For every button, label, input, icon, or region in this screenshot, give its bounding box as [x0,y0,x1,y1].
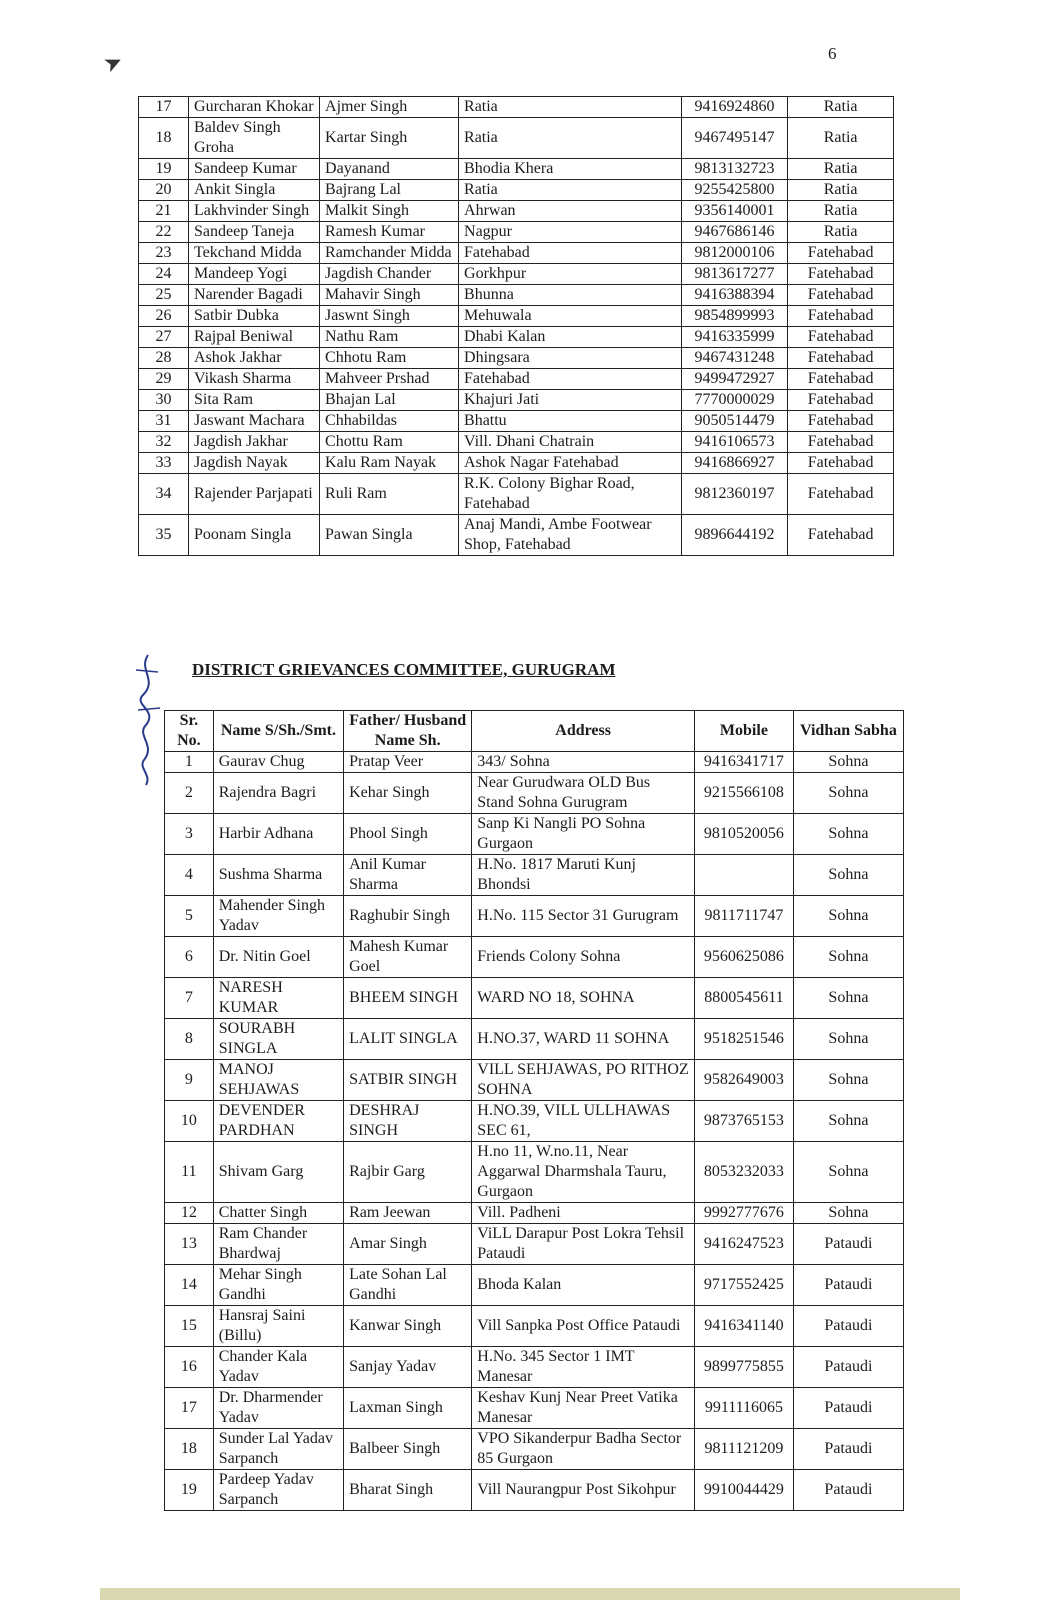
table-row [139,243,894,264]
serial-number-cell: 15 [165,1306,214,1347]
table-row [139,327,894,348]
address-cell: Near Gurudwara OLD Bus Stand Sohna Gurugram [472,773,695,814]
address-cell: Bhunna [459,285,682,306]
serial-number-cell: 29 [139,369,189,390]
address-cell: H.NO.39, VILL ULLHAWAS SEC 61, [472,1101,695,1142]
constituency-cell: Fatehabad [788,411,894,432]
member-name-cell: Harbir Adhana [213,814,343,855]
constituency-cell: Pataudi [793,1306,903,1347]
mobile-number-cell: 9854899993 [681,306,787,327]
serial-number-cell: 28 [139,348,189,369]
mobile-number-cell: 9518251546 [695,1019,794,1060]
section-heading: DISTRICT GRIEVANCES COMMITTEE, GURUGRAM [192,660,616,679]
father-name-cell: Ajmer Singh [320,97,459,118]
address-cell: Fatehabad [459,243,682,264]
member-name-cell: DEVENDER PARDHAN [213,1101,343,1142]
constituency-cell: Fatehabad [788,243,894,264]
constituency-cell: Sohna [793,855,903,896]
constituency-cell: Pataudi [793,1224,903,1265]
constituency-cell: Fatehabad [788,306,894,327]
mobile-number-cell: 9416388394 [681,285,787,306]
address-cell: VPO Sikanderpur Badha Sector 85 Gurgaon [472,1429,695,1470]
father-name-cell: Ruli Ram [320,474,459,515]
father-name-cell: DESHRAJ SINGH [344,1101,472,1142]
serial-number-cell: 31 [139,411,189,432]
serial-number-cell: 8 [165,1019,214,1060]
address-cell: Khajuri Jati [459,390,682,411]
member-name-cell: Chander Kala Yadav [213,1347,343,1388]
serial-number-cell: 3 [165,814,214,855]
table-row [165,1470,904,1511]
serial-number-cell: 23 [139,243,189,264]
table-row [139,432,894,453]
page-number: 6 [828,44,837,63]
member-name-cell: Dr. Dharmender Yadav [213,1388,343,1429]
father-name-cell: Pawan Singla [320,515,459,556]
mobile-number-cell: 9215566108 [695,773,794,814]
mobile-number-cell: 9911116065 [695,1388,794,1429]
serial-number-cell: 25 [139,285,189,306]
table-row [139,264,894,285]
constituency-cell: Sohna [793,1142,903,1203]
constituency-cell: Fatehabad [788,453,894,474]
table-row [165,814,904,855]
serial-number-cell: 6 [165,937,214,978]
table-row [139,369,894,390]
constituency-cell: Sohna [793,773,903,814]
constituency-cell: Sohna [793,752,903,773]
address-cell: H.no 11, W.no.11, Near Aggarwal Dharmshala Tauru, Gurgaon [472,1142,695,1203]
mobile-number-cell: 9255425800 [681,180,787,201]
table-row [165,1224,904,1265]
table-row [139,159,894,180]
address-cell: Bhodia Khera [459,159,682,180]
table-header-row [165,711,904,752]
mobile-number-cell: 8053232033 [695,1142,794,1203]
table-row [139,201,894,222]
mobile-number-cell: 9717552425 [695,1265,794,1306]
father-name-cell: Mahveer Prshad [320,369,459,390]
address-cell: WARD NO 18, SOHNA [472,978,695,1019]
column-header-father-name: Father/ Husband Name Sh. [344,711,472,752]
table-row [165,1060,904,1101]
constituency-cell: Ratia [788,222,894,243]
father-name-cell: Kehar Singh [344,773,472,814]
member-name-cell: Pardeep Yadav Sarpanch [213,1470,343,1511]
serial-number-cell: 19 [165,1470,214,1511]
mobile-number-cell: 9811121209 [695,1429,794,1470]
mobile-number-cell: 9416924860 [681,97,787,118]
address-cell: Dhabi Kalan [459,327,682,348]
father-name-cell: Raghubir Singh [344,896,472,937]
address-cell: 343/ Sohna [472,752,695,773]
table-row [165,896,904,937]
mobile-number-cell: 9873765153 [695,1101,794,1142]
member-name-cell: Satbir Dubka [189,306,320,327]
table-row [139,306,894,327]
address-cell: Vill Sanpka Post Office Pataudi [472,1306,695,1347]
father-name-cell: Late Sohan Lal Gandhi [344,1265,472,1306]
serial-number-cell: 30 [139,390,189,411]
constituency-cell: Fatehabad [788,432,894,453]
member-name-cell: Hansraj Saini (Billu) [213,1306,343,1347]
constituency-cell: Fatehabad [788,348,894,369]
constituency-cell: Sohna [793,814,903,855]
father-name-cell: Chhotu Ram [320,348,459,369]
member-name-cell: Sita Ram [189,390,320,411]
table-row [139,180,894,201]
mobile-number-cell: 9499472927 [681,369,787,390]
member-name-cell: Jagdish Jakhar [189,432,320,453]
serial-number-cell: 4 [165,855,214,896]
serial-number-cell: 10 [165,1101,214,1142]
table-row [139,97,894,118]
mobile-number-cell: 9899775855 [695,1347,794,1388]
mobile-number-cell: 9992777676 [695,1203,794,1224]
father-name-cell: Nathu Ram [320,327,459,348]
member-name-cell: Mehar Singh Gandhi [213,1265,343,1306]
member-name-cell: Narender Bagadi [189,285,320,306]
address-cell: Ratia [459,180,682,201]
address-cell: H.NO.37, WARD 11 SOHNA [472,1019,695,1060]
member-name-cell: Ram Chander Bhardwaj [213,1224,343,1265]
member-name-cell: Lakhvinder Singh [189,201,320,222]
serial-number-cell: 2 [165,773,214,814]
constituency-cell: Pataudi [793,1265,903,1306]
member-name-cell: Jagdish Nayak [189,453,320,474]
member-name-cell: Jaswant Machara [189,411,320,432]
mobile-number-cell: 8800545611 [695,978,794,1019]
father-name-cell: Chottu Ram [320,432,459,453]
serial-number-cell: 17 [165,1388,214,1429]
table-row [165,1429,904,1470]
father-name-cell: Bharat Singh [344,1470,472,1511]
table-row [165,1019,904,1060]
table-row [165,1101,904,1142]
father-name-cell: Bajrang Lal [320,180,459,201]
father-name-cell: Ramesh Kumar [320,222,459,243]
mobile-number-cell: 9050514479 [681,411,787,432]
serial-number-cell: 17 [139,97,189,118]
address-cell: Dhingsara [459,348,682,369]
member-name-cell: Gurcharan Khokar [189,97,320,118]
table-row [165,1142,904,1203]
column-header-member-name: Name S/Sh./Smt. [213,711,343,752]
father-name-cell: LALIT SINGLA [344,1019,472,1060]
address-cell: Keshav Kunj Near Preet Vatika Manesar [472,1388,695,1429]
column-header-mobile-number: Mobile [695,711,794,752]
serial-number-cell: 18 [165,1429,214,1470]
serial-number-cell: 26 [139,306,189,327]
father-name-cell: Chhabildas [320,411,459,432]
table-row [165,855,904,896]
mobile-number-cell: 9812000106 [681,243,787,264]
father-name-cell: Bhajan Lal [320,390,459,411]
address-cell: Ratia [459,118,682,159]
member-name-cell: Ashok Jakhar [189,348,320,369]
father-name-cell: Mahavir Singh [320,285,459,306]
serial-number-cell: 13 [165,1224,214,1265]
mobile-number-cell: 9812360197 [681,474,787,515]
mobile-number-cell: 9810520056 [695,814,794,855]
serial-number-cell: 21 [139,201,189,222]
member-name-cell: Gaurav Chug [213,752,343,773]
father-name-cell: Mahesh Kumar Goel [344,937,472,978]
father-name-cell: BHEEM SINGH [344,978,472,1019]
mobile-number-cell: 9813132723 [681,159,787,180]
father-name-cell: Malkit Singh [320,201,459,222]
father-name-cell: SATBIR SINGH [344,1060,472,1101]
serial-number-cell: 34 [139,474,189,515]
constituency-cell: Fatehabad [788,285,894,306]
member-name-cell: Mandeep Yogi [189,264,320,285]
address-cell: Vill Naurangpur Post Sikohpur [472,1470,695,1511]
constituency-cell: Pataudi [793,1388,903,1429]
constituency-cell: Ratia [788,201,894,222]
serial-number-cell: 19 [139,159,189,180]
member-name-cell: Baldev Singh Groha [189,118,320,159]
mobile-number-cell: 9416247523 [695,1224,794,1265]
serial-number-cell: 5 [165,896,214,937]
constituency-cell: Ratia [788,118,894,159]
member-name-cell: NARESH KUMAR [213,978,343,1019]
mobile-number-cell: 7770000029 [681,390,787,411]
mobile-number-cell: 9416341140 [695,1306,794,1347]
mobile-number-cell: 9467431248 [681,348,787,369]
mobile-number-cell: 9813617277 [681,264,787,285]
father-name-cell: Jagdish Chander [320,264,459,285]
constituency-cell: Sohna [793,1019,903,1060]
table-row [165,1203,904,1224]
table-row [165,937,904,978]
constituency-cell: Fatehabad [788,390,894,411]
table-row [165,1388,904,1429]
member-name-cell: Sushma Sharma [213,855,343,896]
member-name-cell: Rajendra Bagri [213,773,343,814]
address-cell: Friends Colony Sohna [472,937,695,978]
member-name-cell: SOURABH SINGLA [213,1019,343,1060]
table-row [165,1347,904,1388]
serial-number-cell: 9 [165,1060,214,1101]
member-name-cell: Sunder Lal Yadav Sarpanch [213,1429,343,1470]
serial-number-cell: 11 [165,1142,214,1203]
mobile-number-cell: 9467495147 [681,118,787,159]
table-row [139,474,894,515]
member-name-cell: Sandeep Taneja [189,222,320,243]
father-name-cell: Anil Kumar Sharma [344,855,472,896]
member-name-cell: Vikash Sharma [189,369,320,390]
mobile-number-cell: 9582649003 [695,1060,794,1101]
serial-number-cell: 35 [139,515,189,556]
constituency-cell: Pataudi [793,1470,903,1511]
member-name-cell: Rajpal Beniwal [189,327,320,348]
constituency-cell: Ratia [788,159,894,180]
father-name-cell: Jaswnt Singh [320,306,459,327]
column-header-address: Address [472,711,695,752]
table-row [139,515,894,556]
serial-number-cell: 33 [139,453,189,474]
column-header-constituency: Vidhan Sabha [793,711,903,752]
address-cell: Sanp Ki Nangli PO Sohna Gurgaon [472,814,695,855]
address-cell: Ahrwan [459,201,682,222]
address-cell: Anaj Mandi, Ambe Footwear Shop, Fatehabad [459,515,682,556]
constituency-cell: Sohna [793,896,903,937]
serial-number-cell: 14 [165,1265,214,1306]
constituency-cell: Sohna [793,1060,903,1101]
constituency-cell: Fatehabad [788,369,894,390]
address-cell: R.K. Colony Bighar Road, Fatehabad [459,474,682,515]
table-row [139,118,894,159]
member-name-cell: Poonam Singla [189,515,320,556]
mobile-number-cell: 9416341717 [695,752,794,773]
serial-number-cell: 1 [165,752,214,773]
constituency-cell: Pataudi [793,1347,903,1388]
constituency-cell: Fatehabad [788,327,894,348]
serial-number-cell: 22 [139,222,189,243]
serial-number-cell: 18 [139,118,189,159]
member-name-cell: Mahender Singh Yadav [213,896,343,937]
father-name-cell: Pratap Veer [344,752,472,773]
father-name-cell: Amar Singh [344,1224,472,1265]
mobile-number-cell: 9356140001 [681,201,787,222]
member-name-cell: Rajender Parjapati [189,474,320,515]
address-cell: H.No. 115 Sector 31 Gurugram [472,896,695,937]
column-header-serial-number: Sr. No. [165,711,214,752]
gurugram-committee-table [164,710,904,1511]
constituency-cell: Fatehabad [788,515,894,556]
father-name-cell: Kalu Ram Nayak [320,453,459,474]
constituency-cell: Sohna [793,1203,903,1224]
table-row [139,390,894,411]
serial-number-cell: 20 [139,180,189,201]
constituency-cell: Sohna [793,937,903,978]
serial-number-cell: 24 [139,264,189,285]
mobile-number-cell: 9416106573 [681,432,787,453]
table-row [139,222,894,243]
mobile-number-cell: 9560625086 [695,937,794,978]
address-cell: Bhoda Kalan [472,1265,695,1306]
constituency-cell: Fatehabad [788,474,894,515]
address-cell: H.No. 1817 Maruti Kunj Bhondsi [472,855,695,896]
father-name-cell: Kartar Singh [320,118,459,159]
address-cell: Fatehabad [459,369,682,390]
address-cell: Ratia [459,97,682,118]
table-row [165,1265,904,1306]
staple-mark-icon: ➤ [99,47,127,78]
serial-number-cell: 27 [139,327,189,348]
table-row [139,285,894,306]
handwritten-signature-icon [128,650,168,790]
father-name-cell: Kanwar Singh [344,1306,472,1347]
father-name-cell: Laxman Singh [344,1388,472,1429]
constituency-cell: Pataudi [793,1429,903,1470]
page-edge [100,1588,960,1600]
father-name-cell: Ram Jeewan [344,1203,472,1224]
table-row [165,1306,904,1347]
member-name-cell: Sandeep Kumar [189,159,320,180]
member-name-cell: Tekchand Midda [189,243,320,264]
member-name-cell: Shivam Garg [213,1142,343,1203]
address-cell: Mehuwala [459,306,682,327]
address-cell: Nagpur [459,222,682,243]
table-row [165,752,904,773]
father-name-cell: Sanjay Yadav [344,1347,472,1388]
table-row [139,453,894,474]
mobile-number-cell: 9416866927 [681,453,787,474]
serial-number-cell: 16 [165,1347,214,1388]
table-row [139,348,894,369]
table-row [165,978,904,1019]
mobile-number-cell: 9910044429 [695,1470,794,1511]
address-cell: Vill. Dhani Chatrain [459,432,682,453]
member-name-cell: Dr. Nitin Goel [213,937,343,978]
member-name-cell: MANOJ SEHJAWAS [213,1060,343,1101]
mobile-number-cell: 9467686146 [681,222,787,243]
mobile-number-cell: 9416335999 [681,327,787,348]
mobile-number-cell: 9811711747 [695,896,794,937]
father-name-cell: Phool Singh [344,814,472,855]
address-cell: Vill. Padheni [472,1203,695,1224]
constituency-cell: Ratia [788,180,894,201]
fatehabad-members-table [138,96,894,556]
table-row [139,411,894,432]
address-cell: Bhattu [459,411,682,432]
member-name-cell: Chatter Singh [213,1203,343,1224]
address-cell: ViLL Darapur Post Lokra Tehsil Pataudi [472,1224,695,1265]
table-row [165,773,904,814]
address-cell: Ashok Nagar Fatehabad [459,453,682,474]
constituency-cell: Ratia [788,97,894,118]
serial-number-cell: 32 [139,432,189,453]
father-name-cell: Dayanand [320,159,459,180]
address-cell: H.No. 345 Sector 1 IMT Manesar [472,1347,695,1388]
father-name-cell: Balbeer Singh [344,1429,472,1470]
constituency-cell: Fatehabad [788,264,894,285]
address-cell: Gorkhpur [459,264,682,285]
father-name-cell: Ramchander Midda [320,243,459,264]
serial-number-cell: 7 [165,978,214,1019]
father-name-cell: Rajbir Garg [344,1142,472,1203]
constituency-cell: Sohna [793,978,903,1019]
mobile-number-cell: 9896644192 [681,515,787,556]
address-cell: VILL SEHJAWAS, PO RITHOZ SOHNA [472,1060,695,1101]
member-name-cell: Ankit Singla [189,180,320,201]
mobile-number-cell [695,855,794,896]
serial-number-cell: 12 [165,1203,214,1224]
constituency-cell: Sohna [793,1101,903,1142]
